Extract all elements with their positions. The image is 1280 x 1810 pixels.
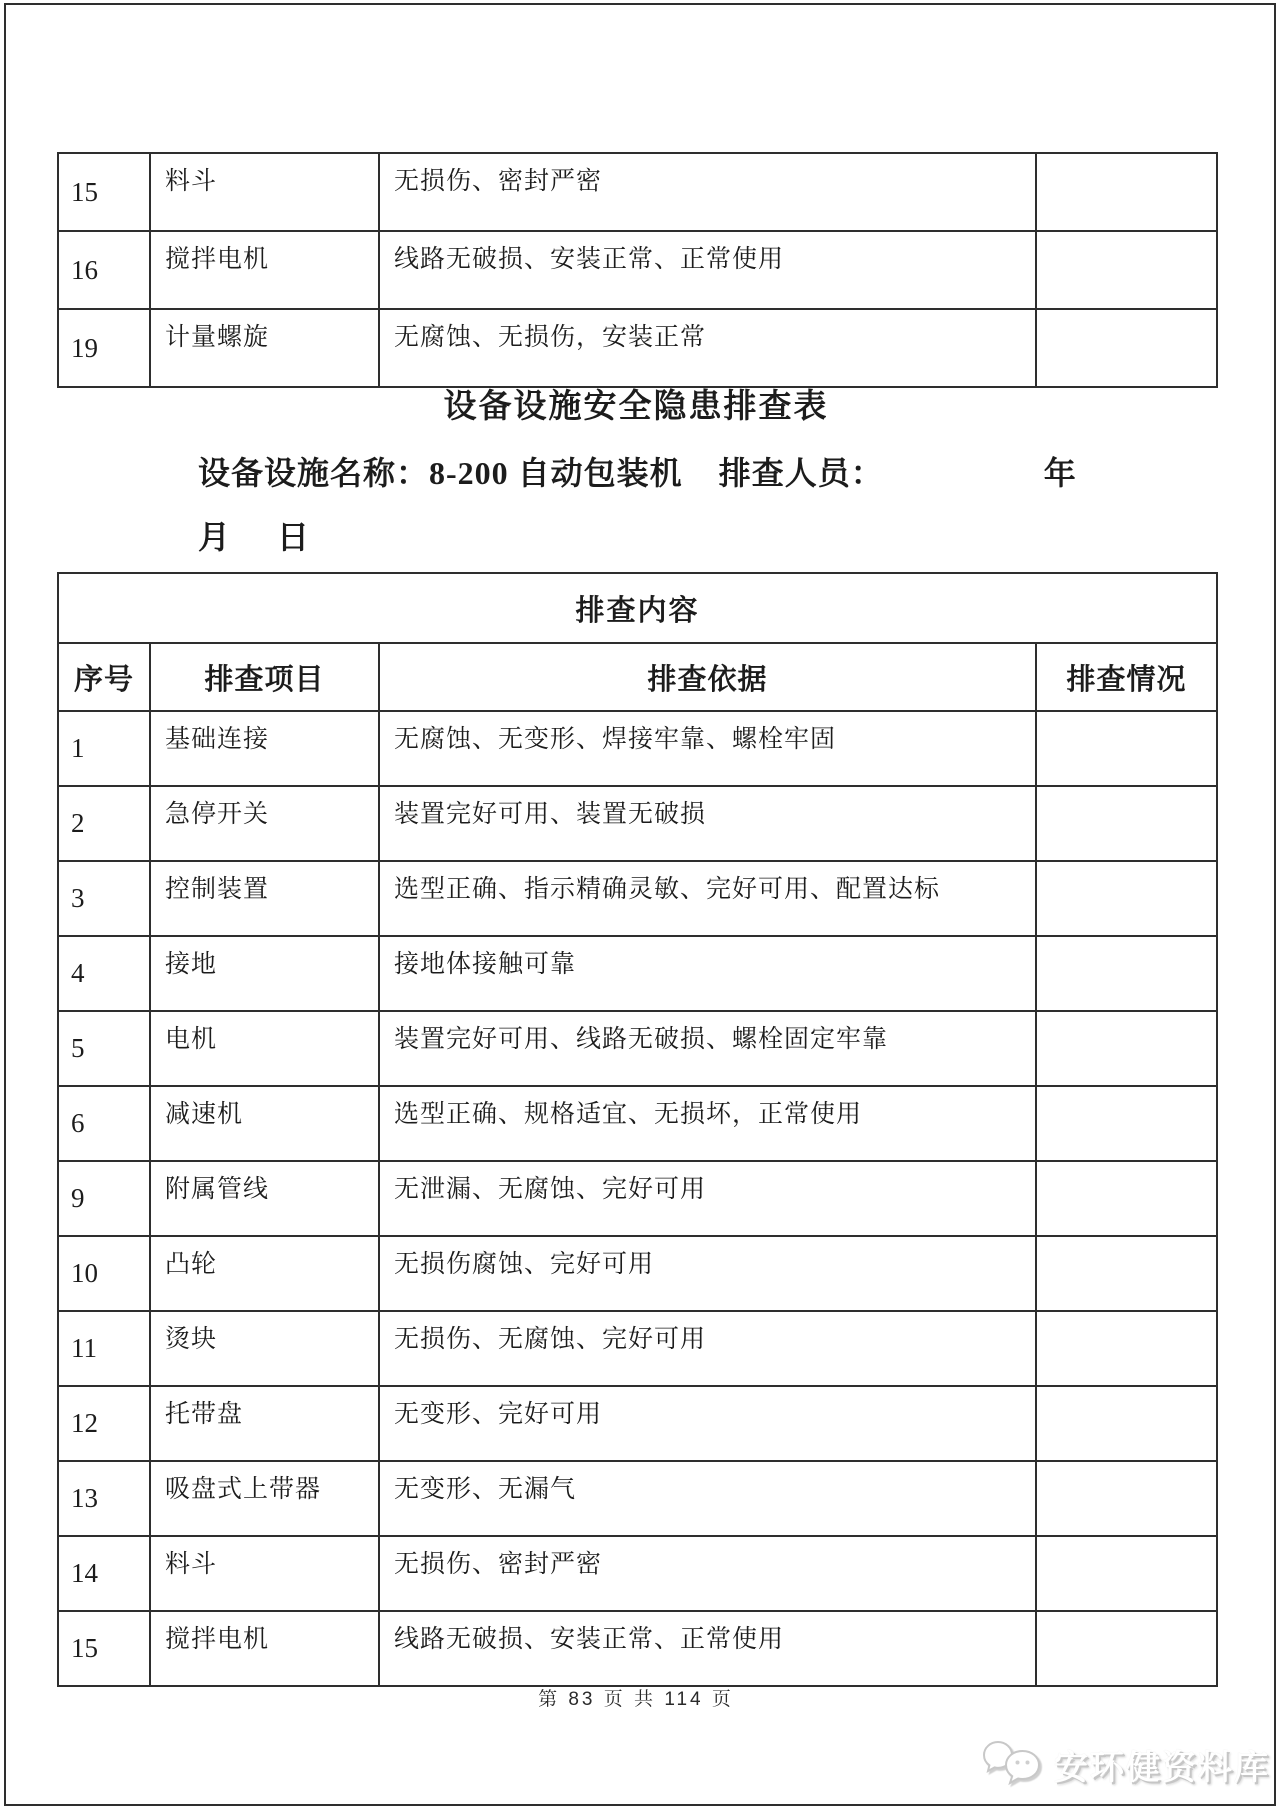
row-number-cell: 16 bbox=[58, 231, 150, 309]
table-row bbox=[58, 153, 1217, 231]
table-row bbox=[58, 711, 1217, 786]
basis-cell: 选型正确、规格适宜、无损坏，正常使用 bbox=[379, 1086, 1036, 1161]
item-cell: 烫块 bbox=[150, 1311, 379, 1386]
row-number-cell: 10 bbox=[58, 1236, 150, 1311]
day-label: 日 bbox=[277, 519, 311, 555]
basis-cell: 无腐蚀、无变形、焊接牢靠、螺栓牢固 bbox=[379, 711, 1036, 786]
equipment-name-value: 8-200 自动包装机 bbox=[429, 455, 683, 491]
row-number-cell: 3 bbox=[58, 861, 150, 936]
row-number-cell: 15 bbox=[58, 1611, 150, 1686]
table-row bbox=[58, 1611, 1217, 1686]
date-line bbox=[198, 512, 310, 558]
basis-cell: 装置完好可用、线路无破损、螺栓固定牢靠 bbox=[379, 1011, 1036, 1086]
item-cell: 料斗 bbox=[150, 153, 379, 231]
section-header-row bbox=[58, 573, 1217, 643]
watermark-text: 安环健资料库 bbox=[1054, 1749, 1270, 1787]
main-inspection-table bbox=[57, 572, 1218, 1687]
section-header-cell: 排查内容 bbox=[58, 573, 1217, 643]
row-number-cell: 6 bbox=[58, 1086, 150, 1161]
table-row bbox=[58, 1386, 1217, 1461]
table-row bbox=[58, 936, 1217, 1011]
item-cell: 吸盘式上带器 bbox=[150, 1461, 379, 1536]
table-row bbox=[58, 1236, 1217, 1311]
basis-cell: 无腐蚀、无损伤，安装正常 bbox=[379, 309, 1036, 387]
basis-cell: 无损伤、密封严密 bbox=[379, 1536, 1036, 1611]
basis-cell: 接地体接触可靠 bbox=[379, 936, 1036, 1011]
table-row bbox=[58, 1311, 1217, 1386]
year-label: 年 bbox=[1043, 455, 1077, 491]
status-cell bbox=[1036, 309, 1217, 387]
basis-cell: 线路无破损、安装正常、正常使用 bbox=[379, 1611, 1036, 1686]
table-row bbox=[58, 786, 1217, 861]
status-cell bbox=[1036, 1311, 1217, 1386]
status-cell bbox=[1036, 1386, 1217, 1461]
row-number-cell: 5 bbox=[58, 1011, 150, 1086]
table-row bbox=[58, 231, 1217, 309]
basis-cell: 无变形、完好可用 bbox=[379, 1386, 1036, 1461]
column-header-row bbox=[58, 643, 1217, 711]
basis-cell: 无损伤腐蚀、完好可用 bbox=[379, 1236, 1036, 1311]
status-cell bbox=[1036, 711, 1217, 786]
table-row bbox=[58, 861, 1217, 936]
equipment-info-line bbox=[198, 448, 1077, 494]
status-cell bbox=[1036, 1161, 1217, 1236]
status-cell bbox=[1036, 1611, 1217, 1686]
top-partial-table bbox=[57, 152, 1218, 388]
item-cell: 附属管线 bbox=[150, 1161, 379, 1236]
col-header-basis: 排查依据 bbox=[379, 643, 1036, 711]
status-cell bbox=[1036, 153, 1217, 231]
item-cell: 减速机 bbox=[150, 1086, 379, 1161]
page-title: 设备设施安全隐患排查表 bbox=[443, 389, 829, 425]
row-number-cell: 11 bbox=[58, 1311, 150, 1386]
speech-bubbles-icon bbox=[982, 1738, 1044, 1790]
row-number-cell: 4 bbox=[58, 936, 150, 1011]
table-row bbox=[58, 1011, 1217, 1086]
status-cell bbox=[1036, 936, 1217, 1011]
status-cell bbox=[1036, 1236, 1217, 1311]
row-number-cell: 1 bbox=[58, 711, 150, 786]
table-row bbox=[58, 1161, 1217, 1236]
row-number-cell: 13 bbox=[58, 1461, 150, 1536]
col-header-item: 排查项目 bbox=[150, 643, 379, 711]
item-cell: 凸轮 bbox=[150, 1236, 379, 1311]
item-cell: 控制装置 bbox=[150, 861, 379, 936]
basis-cell: 无损伤、无腐蚀、完好可用 bbox=[379, 1311, 1036, 1386]
item-cell: 托带盘 bbox=[150, 1386, 379, 1461]
page-number-footer: 第 83 页 共 114 页 bbox=[538, 1689, 734, 1710]
status-cell bbox=[1036, 786, 1217, 861]
month-label: 月 bbox=[198, 519, 232, 555]
item-cell: 急停开关 bbox=[150, 786, 379, 861]
watermark bbox=[982, 1738, 1270, 1790]
row-number-cell: 12 bbox=[58, 1386, 150, 1461]
table-row bbox=[58, 1536, 1217, 1611]
status-cell bbox=[1036, 1461, 1217, 1536]
equipment-name-label: 设备设施名称： bbox=[198, 455, 430, 491]
basis-cell: 无变形、无漏气 bbox=[379, 1461, 1036, 1536]
item-cell: 搅拌电机 bbox=[150, 231, 379, 309]
col-header-no: 序号 bbox=[58, 643, 150, 711]
item-cell: 搅拌电机 bbox=[150, 1611, 379, 1686]
col-header-status: 排查情况 bbox=[1036, 643, 1217, 711]
basis-cell: 无损伤、密封严密 bbox=[379, 153, 1036, 231]
inspector-label: 排查人员： bbox=[718, 455, 884, 491]
item-cell: 电机 bbox=[150, 1011, 379, 1086]
table-row bbox=[58, 1086, 1217, 1161]
item-cell: 基础连接 bbox=[150, 711, 379, 786]
basis-cell: 选型正确、指示精确灵敏、完好可用、配置达标 bbox=[379, 861, 1036, 936]
table-row bbox=[58, 1461, 1217, 1536]
item-cell: 料斗 bbox=[150, 1536, 379, 1611]
row-number-cell: 15 bbox=[58, 153, 150, 231]
row-number-cell: 19 bbox=[58, 309, 150, 387]
row-number-cell: 9 bbox=[58, 1161, 150, 1236]
status-cell bbox=[1036, 1536, 1217, 1611]
row-number-cell: 2 bbox=[58, 786, 150, 861]
basis-cell: 无泄漏、无腐蚀、完好可用 bbox=[379, 1161, 1036, 1236]
status-cell bbox=[1036, 231, 1217, 309]
basis-cell: 装置完好可用、装置无破损 bbox=[379, 786, 1036, 861]
status-cell bbox=[1036, 861, 1217, 936]
item-cell: 接地 bbox=[150, 936, 379, 1011]
row-number-cell: 14 bbox=[58, 1536, 150, 1611]
item-cell: 计量螺旋 bbox=[150, 309, 379, 387]
table-row bbox=[58, 309, 1217, 387]
status-cell bbox=[1036, 1011, 1217, 1086]
status-cell bbox=[1036, 1086, 1217, 1161]
basis-cell: 线路无破损、安装正常、正常使用 bbox=[379, 231, 1036, 309]
